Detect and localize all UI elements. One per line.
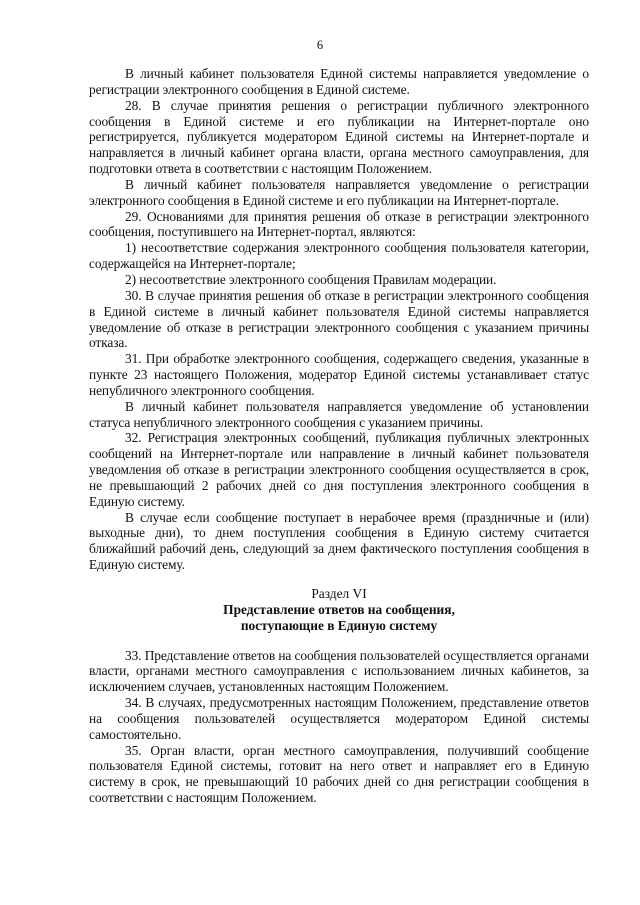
- document-body: [89, 66, 589, 806]
- paragraph-35: 35. Орган власти, орган местного самоуправления, получивший сообщение пользователя Единой системы, готовит на него ответ и направляет его в Единую систему в срок, не превышающий 10 рабочих дней со дня регистрации сообщения в соответствии с настоящим Положением.: [89, 742, 589, 806]
- paragraph-30: 30. В случае принятия решения об отказе в регистрации электронного сообщения в Единой системе в личный кабинет пользователя Единой системы направляется уведомление об отказе в регистрации электронного сообщения с указанием причины отказа.: [89, 287, 589, 351]
- section-number: Раздел VI: [311, 586, 367, 601]
- paragraph-notice-publication: В личный кабинет пользователя направляется уведомление о регистрации электронного сообщения в Единой системе и его публикации на Интернет-портале.: [89, 176, 589, 208]
- paragraph-notice-registration: В личный кабинет пользователя Единой системы направляется уведомление о регистрации электронного сообщения в Единой системе.: [89, 66, 589, 97]
- paragraph-29-item-1: 1) несоответствие содержания электронного сообщения пользователя категории, содержащейся на Интернет-портале;: [89, 240, 589, 272]
- paragraph-nonworking-time: В случае если сообщение поступает в нерабочее время (праздничные и (или) выходные дни), то днем поступления сообщения в Единую систему считается ближайший рабочий день, следующий за днем фактического поступления сообщения в Единую систему.: [89, 509, 589, 573]
- section-title-line-1: Представление ответов на сообщения,: [223, 601, 455, 617]
- paragraph-28: 28. В случае принятия решения о регистрации публичного электронного сообщения в Единой системе и его публикации на Интернет-портале оно регистрируется, публикуется модератором Единой системы на Интернет-портале и направляется в личный кабинет органа власти, органа местного самоуправления, для подготовки ответа в соответствии с настоящим Положением.: [89, 97, 589, 177]
- section-heading: [89, 586, 589, 634]
- paragraph-34: 34. В случаях, предусмотренных настоящим Положением, представление ответов на сообщения пользователей осуществляется модератором Единой системы самостоятельно.: [89, 695, 589, 742]
- paragraph-33: 33. Представление ответов на сообщения пользователей осуществляется органами власти, органами местного самоуправления с использованием личных кабинетов, за исключением случаев, установленных настоящим Положением.: [89, 647, 589, 695]
- paragraph-notice-nonpublic: В личный кабинет пользователя направляется уведомление об установлении статуса непубличного электронного сообщения с указанием причины.: [89, 398, 589, 430]
- paragraph-29-item-2: 2) несоответствие электронного сообщения Правилам модерации.: [125, 271, 497, 287]
- paragraph-31: 31. При обработке электронного сообщения, содержащего сведения, указанные в пункте 23 настоящего Положения, модератор Единой системы устанавливает статус непубличного электронного сообщения.: [89, 351, 589, 398]
- paragraph-32: 32. Регистрация электронных сообщений, публикация публичных электронных сообщений на Интернет-портале или направление в личный кабинет пользователя уведомления об отказе в регистрации электронного сообщения осуществляется в срок, не превышающий 2 рабочих дней со дня поступления электронного сообщения в Единую систему.: [89, 430, 589, 509]
- section-title-line-2: поступающие в Единую систему: [240, 617, 438, 633]
- page-number: 6: [316, 38, 324, 52]
- paragraph-29: 29. Основаниями для принятия решения об отказе в регистрации электронного сообщения, поступившего на Интернет-портал, являются:: [89, 208, 589, 240]
